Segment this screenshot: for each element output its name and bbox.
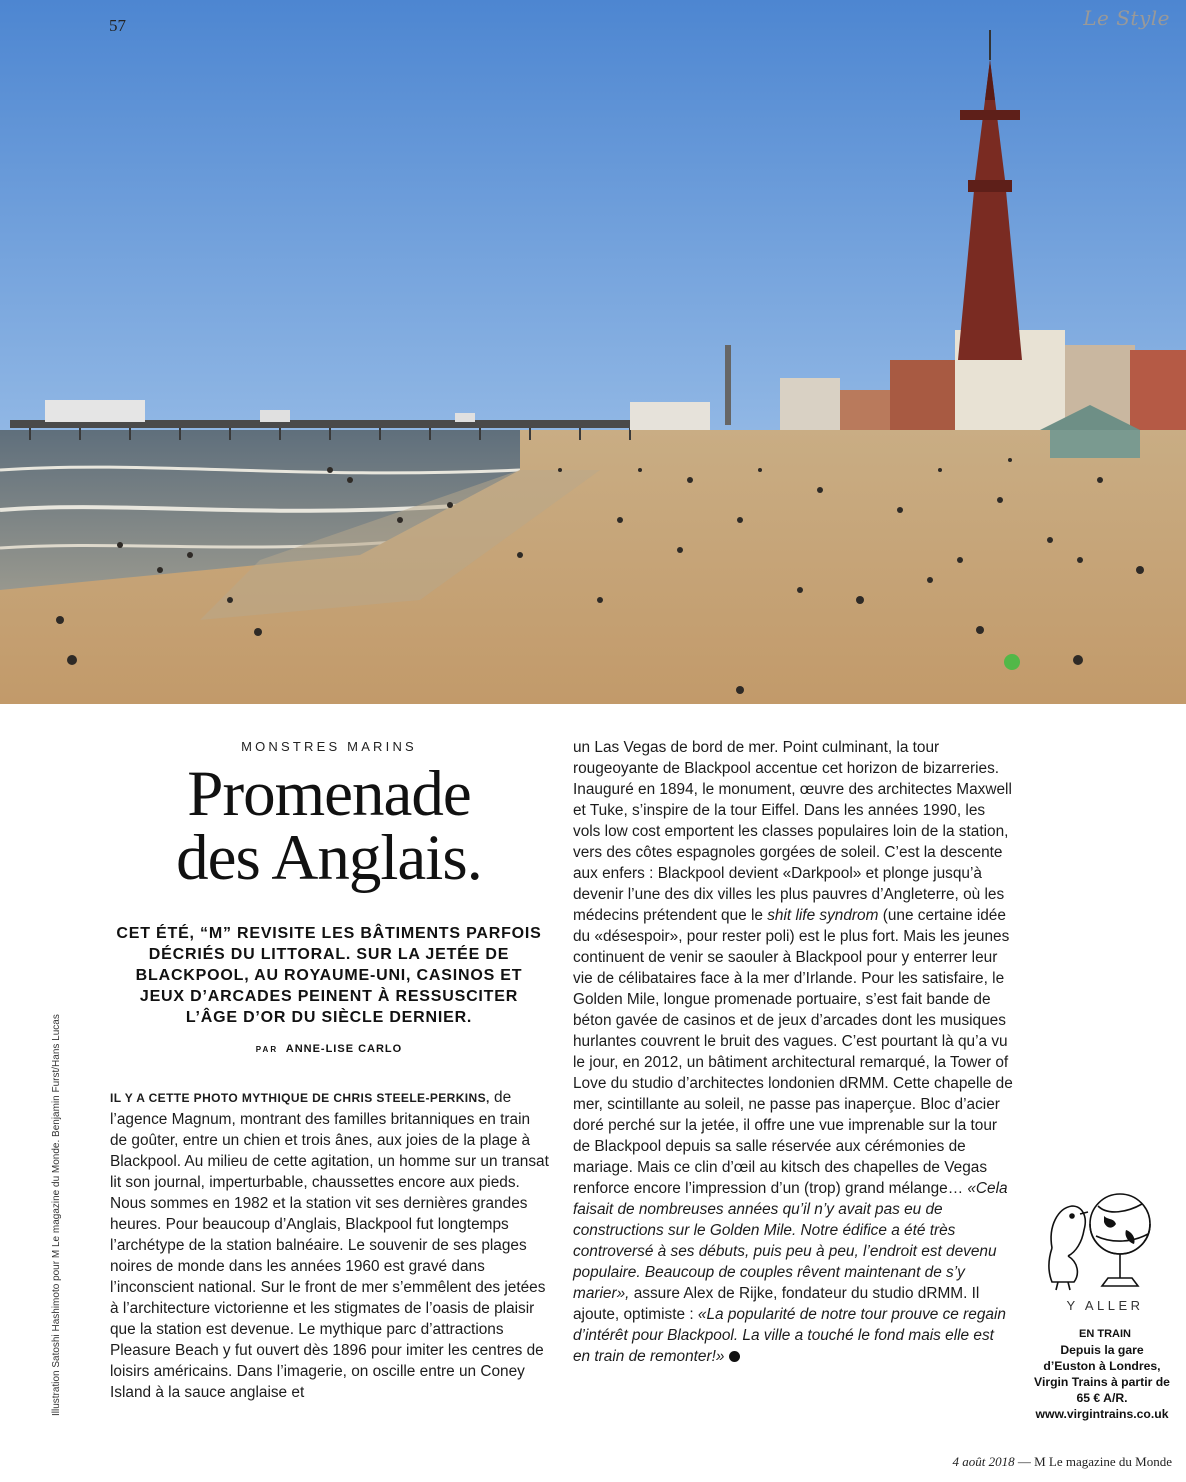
page-footer: [952, 1454, 1172, 1470]
sidebar-title: Y ALLER: [1066, 1298, 1144, 1313]
article-lead-in: IL Y A CETTE PHOTO MYTHIQUE DE CHRIS STEELE-PERKINS,: [110, 1091, 490, 1105]
hero-photo-blackpool-beach: [0, 0, 1186, 704]
article-body-text: assure Alex de Rijke, fondateur du studio dRMM. Il ajoute, optimiste :: [573, 1285, 980, 1323]
article-kicker: MONSTRES MARINS: [241, 739, 417, 754]
article-body-text: (une certaine idée du «désespoir», pour rester poli) est le plus fort. Mais les jeunes continuent de venir se saouler à Blackpool pour y enterrer leur vie de célibataires face à la mer d’Irlande. Pour les satisfaire, le Golden Mile, longue promenade portuaire, s’est fait bande de béton gavée de casinos et de jeux d’arcades dont les musiques hurlantes couvrent le bruit des vagues. C’est pourtant là qu’a vu le jour, en 2012, un bâtiment architectural remarqué, la Tower of Love du studio d’architectes londonien dRMM. Cette chapelle de mer, scintillante au soleil, ne passe pas inaperçue. Bloc d’acier doré perché sur la jetée, il offre une vue imprenable sur la tour de Blackpool depuis sa salle réservée aux cérémonies de mariage. Mais ce clin d’œil au kitsch des chapelles de Vegas renforce encore l’impression d’un (trop) grand mélange…: [573, 907, 1013, 1197]
bird-and-globe-illustration: [1038, 1186, 1158, 1296]
article-quote: «Cela faisait de nombreuses années qu’il n’y avait pas eu de constructions sur le Golden Mile. Notre édifice a été très controversé à ses débuts, puis peu à peu, l’endroit est devenu populaire. Beaucoup de couples rêvent maintenant de s’y marier»,: [573, 1180, 1008, 1302]
article-body-column-1: [110, 1087, 550, 1403]
article-body-text: un Las Vegas de bord de mer. Point culminant, la tour rougeoyante de Blackpool accentue cet horizon de bizarreries. Inauguré en 1894, le monument, œuvre des architectes Maxwell et Tuke, s’inspire de la tour Eiffel. Dans les années 1990, les vols low cost emportent les classes populaires loin de la station, vers des côtes espagnoles gorgées de soleil. C’est la descente aux enfers : Blackpool devient «Darkpool» et plonge jusqu’à devenir l’une des dix villes les plus pauvres d’Angleterre, où les médecins prétendent que le: [573, 739, 1012, 924]
section-logo: Le Style: [1083, 6, 1170, 30]
sidebar-travel-info: Depuis la gare d’Euston à Londres, Virgin Trains à partir de 65 € A/R. www.virgintrains.co.uk: [1034, 1343, 1170, 1421]
article-headline: [114, 758, 544, 894]
headline-line-2: des Anglais.: [176, 822, 482, 894]
article-body-column-2: [573, 737, 1013, 1367]
page-number: 57: [109, 16, 126, 35]
article-body-text: de l’agence Magnum, montrant des familles britanniques en train de goûter, entre un chien et trois ânes, aux joies de la plage à Blackpool. Au milieu de cette agitation, un homme sur un transat lit son journal, imperturbable, chaussettes encore aux pieds. Nous sommes en 1982 et la station vit ses dernières grandes heures. Pour beaucoup d’Anglais, Blackpool fut longtemps l’archétype de la station balnéaire. Le souvenir de ses plages noires de monde dans les années 1960 est gravé dans l’inconscient national. Sur le front de mer s’emmêlent des jetées à l’architecture victorienne et les stigmates de l’oasis de plaisir que la station est devenue. Le mythique parc d’attractions Pleasure Beach y fut ouvert dès 1896 pour imiter les centres de loisirs américains. Dans l’imagerie, on oscille entre un Coney Island à la sauce anglaise et: [110, 1089, 549, 1401]
article-byline: [114, 1043, 544, 1055]
end-mark-icon: [729, 1351, 740, 1362]
photo-credit: Illustration Satoshi Hashimoto pour M Le magazine du Monde. Benjamin Furst/Hans Lucas: [51, 1014, 62, 1416]
footer-date: 4 août 2018: [952, 1454, 1015, 1469]
footer-publication: — M Le magazine du Monde: [1017, 1454, 1172, 1469]
byline-author: ANNE-LISE CARLO: [285, 1043, 403, 1055]
article-standfirst: CET ÉTÉ, “M” REVISITE LES BÂTIMENTS PARFOIS DÉCRIÉS DU LITTORAL. SUR LA JETÉE DE BLACKPOOL, AU ROYAUME-UNI, CASINOS ET JEUX D’ARCADES PEINENT À RESSUSCITER L’ÂGE D’OR DU SIÈCLE DERNIER.: [116, 925, 542, 1026]
headline-line-1: Promenade: [187, 758, 471, 830]
article-italic-term: shit life syndrom: [767, 907, 879, 924]
article-quote: «La popularité de notre tour prouve ce regain d’intérêt pour Blackpool. La ville a touché le fond mais elle est en train de remonter!»: [573, 1306, 1006, 1365]
byline-prefix: PAR: [255, 1045, 279, 1054]
sidebar-subtitle: EN TRAIN: [1079, 1328, 1131, 1340]
